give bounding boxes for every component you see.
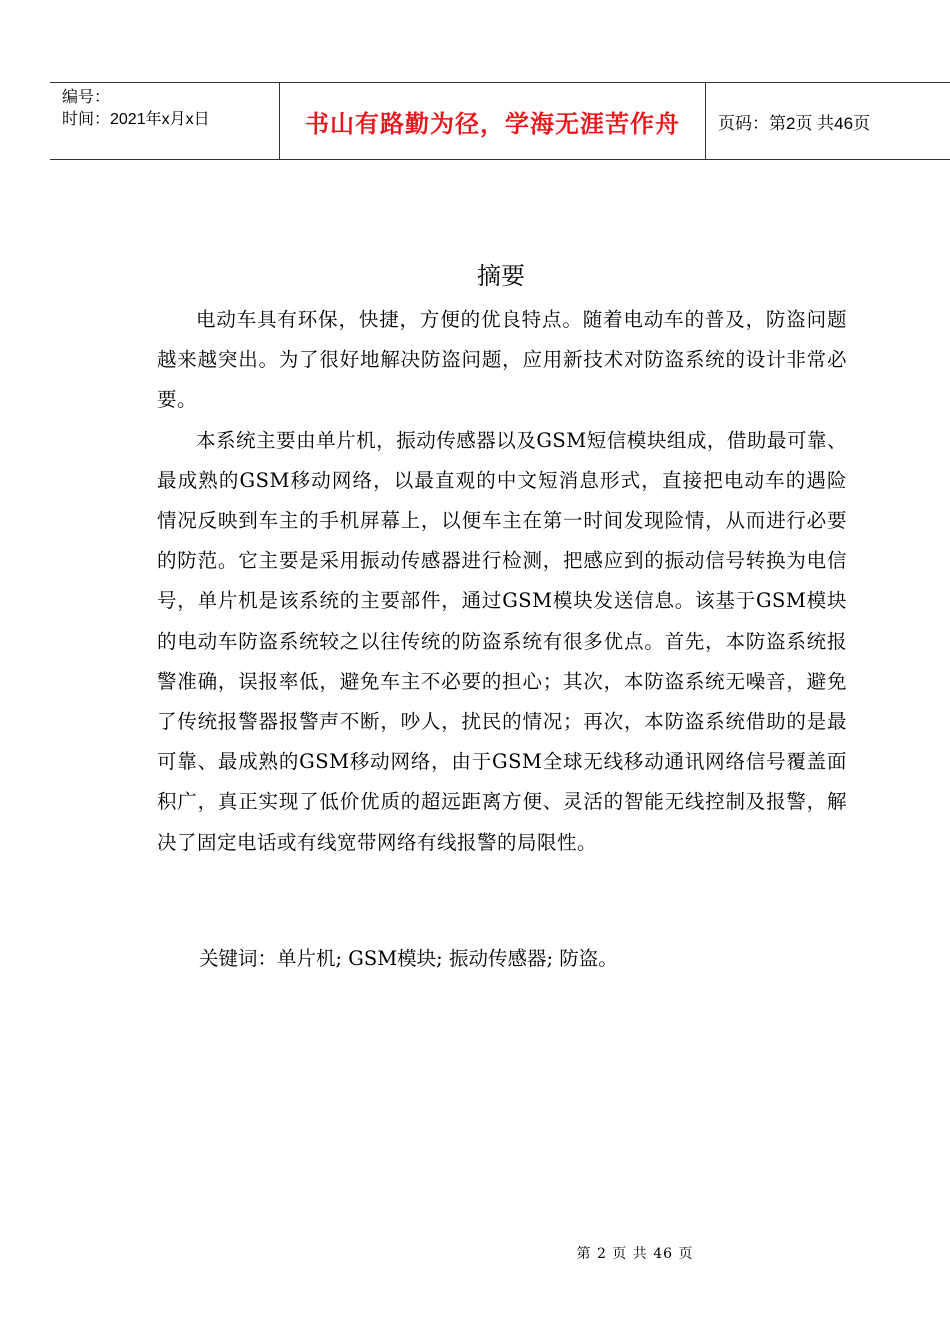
abstract-paragraph: 电动车具有环保，快捷，方便的优良特点。随着电动车的普及，防盗问题越来越突出。为了很好地解决防盗问题，应用新技术对防盗系统的设计非常必要。 [157,308,847,412]
document-header [50,82,950,160]
keywords-line: 关键词：单片机; GSM模块; 振动传感器; 防盗。 [199,947,618,970]
page-footer: 第 2 页 共 46 页 [576,1246,694,1262]
header-motto: 书山有路勤为径，学海无涯苦作舟 [280,83,706,159]
page-title: 摘要 [477,262,525,290]
document-number-label: 编号： [62,89,111,106]
header-page-label: 页码：第2页 共46页 [718,113,871,133]
abstract-paragraph: 本系统主要由单片机，振动传感器以及GSM短信模块组成，借助最可靠、最成熟的GSM移动网络，以最直观的中文短消息形式，直接把电动车的遇险情况反映到车主的手机屏幕上，以便车主在第一时间发现险情，从而进行必要的防范。它主要是采用振动传感器进行检测，把感应到的振动信号转换为电信号，单片机是该系统的主要部件，通过GSM模块发送信息。该基于GSM模块的电动车防盗系统较之以往传统的防盗系统有很多优点。首先，本防盗系统报警准确，误报率低，避免车主不必要的担心；其次，本防盗系统无噪音，避免了传统报警器报警声不断，吵人，扰民的情况；再次，本防盗系统借助的是最可靠、最成熟的GSM移动网络，由于GSM全球无线移动通讯网络信号覆盖面积广，真正实现了低价优质的超远距离方便、灵活的智能无线控制及报警，解决了固定电话或有线宽带网络有线报警的局限性。 [157,428,847,854]
header-meta-cell [50,83,280,159]
document-time-label: 时间：2021年x月x日 [62,111,210,128]
abstract-body [157,300,847,863]
